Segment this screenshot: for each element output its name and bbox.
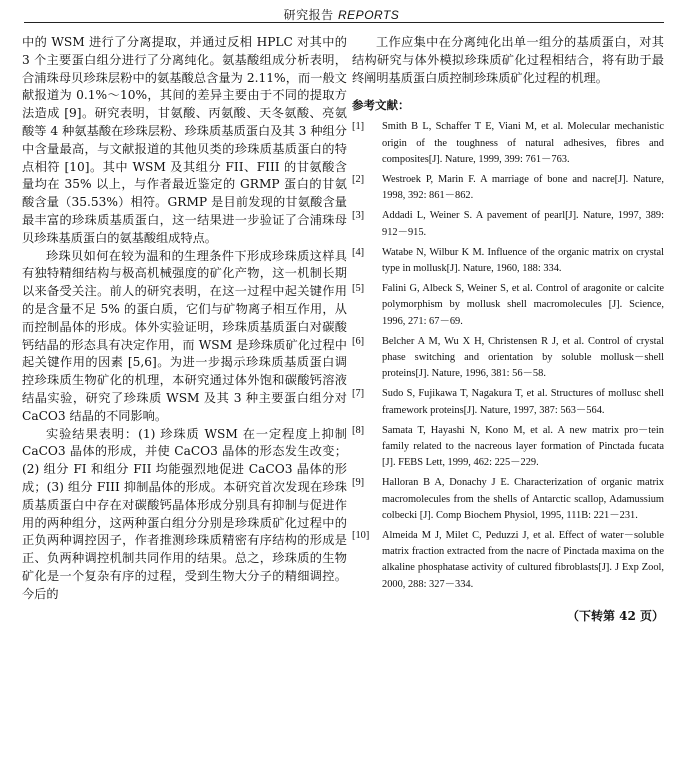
reference-item [352, 475, 664, 524]
reference-number: [9] [352, 477, 365, 489]
body-paragraph: 中的 WSM 进行了分离提取，并通过反相 HPLC 对其中的 3 个主要蛋白组分进行了分离纯化。氨基酸组成分析表明，合浦珠母贝珍珠层粉中的氨基酸总含量为 2.11%，而一般文献报道为 0.1%～10%，其间的差异主要由于不同的提取方法造成 [9]。研究表明，甘氨酸、丙氨酸、天冬氨酸、亮氨酸等 4 种氨基酸在珍珠层粉、珍珠质基质蛋白及其 3 种组分中含量最高，与文献报道的其他贝类的珍珠质基质蛋白的特点相符 [10]。其中 WSM 及其组分 FII、FIII 的甘氨酸含量均在 35% 以上，与作者最近鉴定的 GRMP 蛋白的甘氨酸含量（35.53%）相符。GRMP 是目前发现的甘氨酸含量最丰富的珍珠质基质蛋白，这一结果进一步验证了合浦珠母贝珍珠基质蛋白的氨基酸组成特点。 [22, 35, 347, 245]
body-paragraph: 珍珠贝如何在较为温和的生理条件下形成珍珠质这样具有独特精细结构与极高机械强度的矿化产物，这一机制长期以来备受关注。前人的研究表明，在这一过程中起关键作用的是含量不足 5% 的蛋白质，它们与矿物离子相互作用，从而控制晶体的形成。体外实验证明，珍珠质基质蛋白对碳酸钙结晶的形态具有决定作用，而 WSM 是珍珠质矿化过程中起关键作用的因素 [5,6]。为进一步揭示珍珠质基质蛋白调控珍珠质生物矿化的机理，本研究通过体外饱和碳酸钙溶液结晶实验，研究了珍珠质 WSM 及其 3 种主要蛋白组分对 CaCO3 结晶的不同影响。 [22, 248, 347, 423]
left-column [22, 34, 347, 604]
reference-item [352, 172, 664, 204]
reference-text: Smith B L, Schaffer T E, Viani M, et al. Molecular mechanistic origin of the toughness of natural adhesives, fibres and composites[J]. Nature, 1999, 399: 761－763. [382, 121, 664, 165]
reference-number: [2] [352, 174, 365, 185]
reference-number: [4] [352, 246, 365, 258]
reference-number: [3] [352, 210, 365, 222]
reference-item [352, 423, 664, 472]
reference-text: Samata T, Hayashi N, Kono M, et al. A new matrix pro－tein family related to the nacreous layer formation of Pinctada fucata [J]. FEBS Lett, 1999, 462: 225－229. [382, 424, 664, 469]
body-paragraph: 实验结果表明：(1) 珍珠质 WSM 在一定程度上抑制 CaCO3 晶体的形成，并使 CaCO3 晶体的形态发生改变；(2) 组分 FI 和组分 FII 均能强烈地促进 CaCO3 晶体的形成；(3) 组分 FIII 抑制晶体的形成。本研究首次发现在珍珠质基质蛋白中存在对碳酸钙晶体形成分别具有抑制与促进作用的两种组分，这两种蛋白组分分别是珍珠质矿化过程中的正负两种调控因子，作者推测珍珠质精密有序结构的形成是正、负两种调控机制共同作用的结果。总之，珍珠质的生物矿化是一个复杂有序的过程，受到生物大分子的精细调控。今后的 [22, 426, 347, 601]
reference-item [352, 245, 664, 277]
body-paragraph: 工作应集中在分离纯化出单一组分的基质蛋白，对其结构研究与体外模拟珍珠质矿化过程相结合，将有助于最终阐明基质蛋白质控制珍珠质矿化过程的机理。 [352, 35, 664, 85]
reference-number: [8] [352, 424, 365, 436]
continuation-note: （下转第 42 页） [566, 608, 664, 623]
header-title-en: REPORTS [338, 8, 400, 22]
reference-number: [6] [352, 335, 365, 347]
reference-text: Almeida M J, Milet C, Peduzzi J, et al. Effect of water－soluble matrix fraction extracted from the nacre of Pinctada maxima on the alkaline phosphatase activity of cultured fibroblasts[J]. J Exp Zool, 2000, 288: 327－334. [382, 530, 664, 590]
reference-number: [1] [352, 121, 365, 133]
header-title-cn: 研究报告 [283, 8, 334, 22]
reference-text: Watabe N, Wilbur K M. Influence of the organic matrix on crystal type in mollusk[J]. Nature, 1960, 188: 334. [382, 246, 664, 275]
reference-item [352, 334, 664, 383]
reference-text: Westroek P, Marin F. A marriage of bone and nacre[J]. Nature, 1998, 392: 861－862. [382, 174, 664, 202]
header-rule [24, 22, 664, 23]
reference-text: Falini G, Albeck S, Weiner S, et al. Control of aragonite or calcite polymorphism by mollusk shell macromolecules [J]. Science, 1996, 271: 67－69. [382, 283, 664, 327]
running-header [0, 6, 683, 23]
reference-item [352, 119, 664, 168]
reference-item [352, 208, 664, 240]
reference-text: Addadi L, Weiner S. A pavement of pearl[J]. Nature, 1997, 389: 912－915. [382, 210, 664, 238]
reference-number: [10] [352, 530, 370, 542]
reference-item [352, 281, 664, 330]
reference-number: [7] [352, 388, 365, 400]
references-heading: 参考文献： [352, 98, 410, 113]
reference-item [352, 528, 664, 593]
reference-text: Sudo S, Fujikawa T, Nagakura T, et al. Structures of mollusc shell framework proteins[J]. Nature, 1997, 387: 563－564. [382, 388, 664, 416]
reference-item [352, 386, 664, 418]
reference-number: [5] [352, 283, 365, 295]
right-column [352, 34, 664, 624]
reference-text: Halloran B A, Donachy J E. Characterization of organic matrix macromolecules from the shells of Antarctic scallop, Adamussium colbecki [J]. Comp Biochem Physiol, 1995, 111B: 221－231. [382, 477, 664, 521]
reference-text: Belcher A M, Wu X H, Christensen R J, et al. Control of crystal phase switching and orientation by soluble mollusk－shell proteins[J]. Nature, 1996, 381: 56－58. [382, 335, 664, 380]
